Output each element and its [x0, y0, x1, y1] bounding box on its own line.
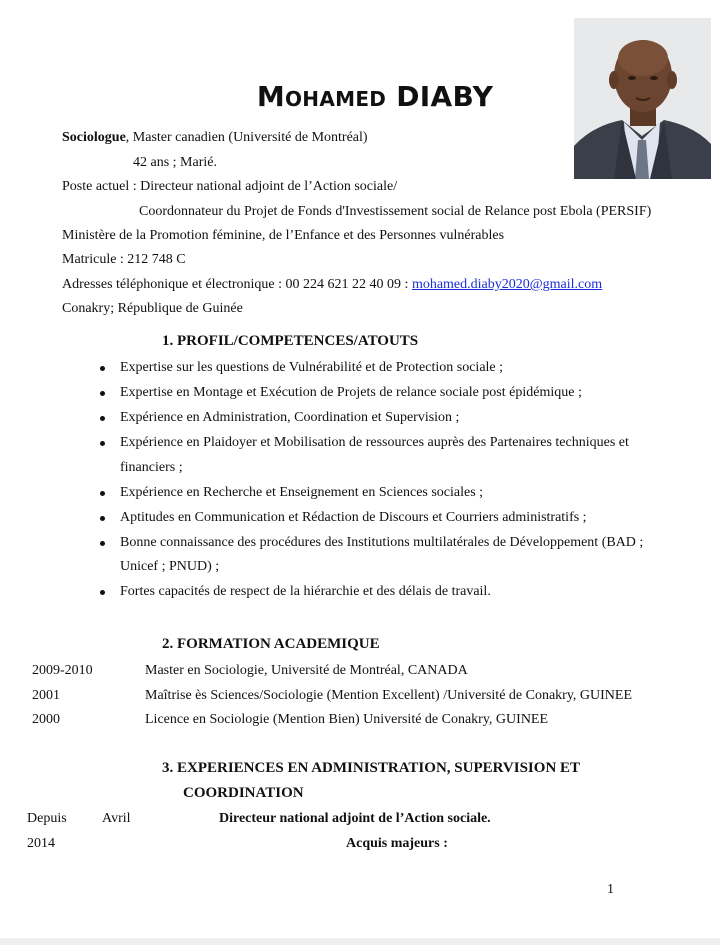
formation-year: 2001: [32, 688, 60, 703]
contact-prefix: Adresses téléphonique et électronique : 00 224 621 22 40 09 :: [62, 277, 412, 292]
acquis-heading: Acquis majeurs :: [346, 836, 448, 851]
experience-depuis: Depuis: [27, 811, 67, 826]
age-status: 42 ans ; Marié.: [133, 155, 217, 170]
skill-text: Fortes capacités de respect de la hiérarchie et des délais de travail.: [120, 584, 491, 599]
experience-title: Directeur national adjoint de l’Action sociale.: [219, 811, 491, 826]
ministere-line: Ministère de la Promotion féminine, de l’Enfance et des Personnes vulnérables: [62, 228, 505, 243]
list-item: [97, 580, 657, 605]
role-line: [62, 129, 368, 147]
skill-text: Expérience en Administration, Coordination et Supervision ;: [120, 410, 460, 425]
page-number: 1: [607, 882, 614, 897]
skill-text: Aptitudes en Communication et Rédaction de Discours et Courriers administratifs ;: [120, 509, 587, 525]
list-item: [97, 406, 657, 431]
list-item: [97, 356, 657, 381]
formation-year: 2000: [32, 712, 60, 727]
list-item: [97, 506, 657, 531]
section-2-title: 2. FORMATION ACADEMIQUE: [162, 636, 380, 652]
section-1-title: 1. PROFIL/COMPETENCES/ATOUTS: [162, 333, 419, 349]
email-link[interactable]: mohamed.diaby2020@gmail.com: [411, 277, 603, 292]
skill-text: Expertise en Montage et Exécution de Projets de relance sociale post épidémique ;: [120, 385, 582, 400]
contact-line: [62, 276, 602, 294]
poste-line-2: Coordonnateur du Projet de Fonds d'Investissement social de Relance post Ebola (PERSIF): [139, 204, 652, 219]
bullet-icon: [100, 491, 105, 496]
skill-text: Expérience en Recherche et Enseignement en Sciences sociales ;: [120, 484, 484, 500]
poste-line-1: Poste actuel : Directeur national adjoint de l’Action sociale/: [62, 179, 398, 194]
bullet-icon: [100, 366, 105, 371]
bullet-icon: [100, 391, 105, 396]
formation-year: 2009-2010: [32, 663, 93, 678]
list-item: [97, 481, 657, 506]
skill-text: Bonne connaissance des procédures des Institutions multilatérales de Développement (BAD ; Unicef ; PNUD) ;: [120, 534, 644, 574]
experience-year: 2014: [27, 836, 55, 851]
matricule-line: Matricule : 212 748 C: [62, 252, 186, 267]
formation-text: Master en Sociologie, Université de Montréal, CANADA: [145, 663, 468, 678]
formation-text: Licence en Sociologie (Mention Bien) Université de Conakry, GUINEE: [145, 712, 549, 727]
skills-list: [97, 356, 657, 605]
formation-text: Maîtrise ès Sciences/Sociologie (Mention Excellent) /Université de Conakry, GUINEE: [145, 688, 633, 703]
cv-name: Mohamed DIABY: [256, 80, 494, 113]
skill-text: Expérience en Plaidoyer et Mobilisation de ressources auprès des Partenaires techniques et financiers ;: [120, 435, 629, 475]
viewer-bottom-strip: [0, 938, 720, 945]
profile-photo: [574, 18, 711, 179]
section-3-title-line-1: 3. EXPERIENCES EN ADMINISTRATION, SUPERVISION ET: [162, 760, 581, 776]
location-line: Conakry; République de Guinée: [62, 301, 243, 316]
role-rest: , Master canadien (Université de Montréal): [125, 130, 368, 145]
bullet-icon: [100, 590, 105, 595]
bullet-icon: [100, 516, 105, 521]
list-item: [97, 531, 657, 580]
bullet-icon: [100, 416, 105, 421]
experience-month: Avril: [102, 811, 131, 826]
skill-text: Expertise sur les questions de Vulnérabilité et de Protection sociale ;: [120, 360, 504, 375]
list-item: [97, 381, 657, 406]
role-bold: Sociologue: [62, 130, 126, 145]
bullet-icon: [100, 541, 105, 546]
section-3-title-line-2: COORDINATION: [183, 785, 304, 801]
bullet-icon: [100, 441, 105, 446]
list-item: [97, 431, 657, 480]
